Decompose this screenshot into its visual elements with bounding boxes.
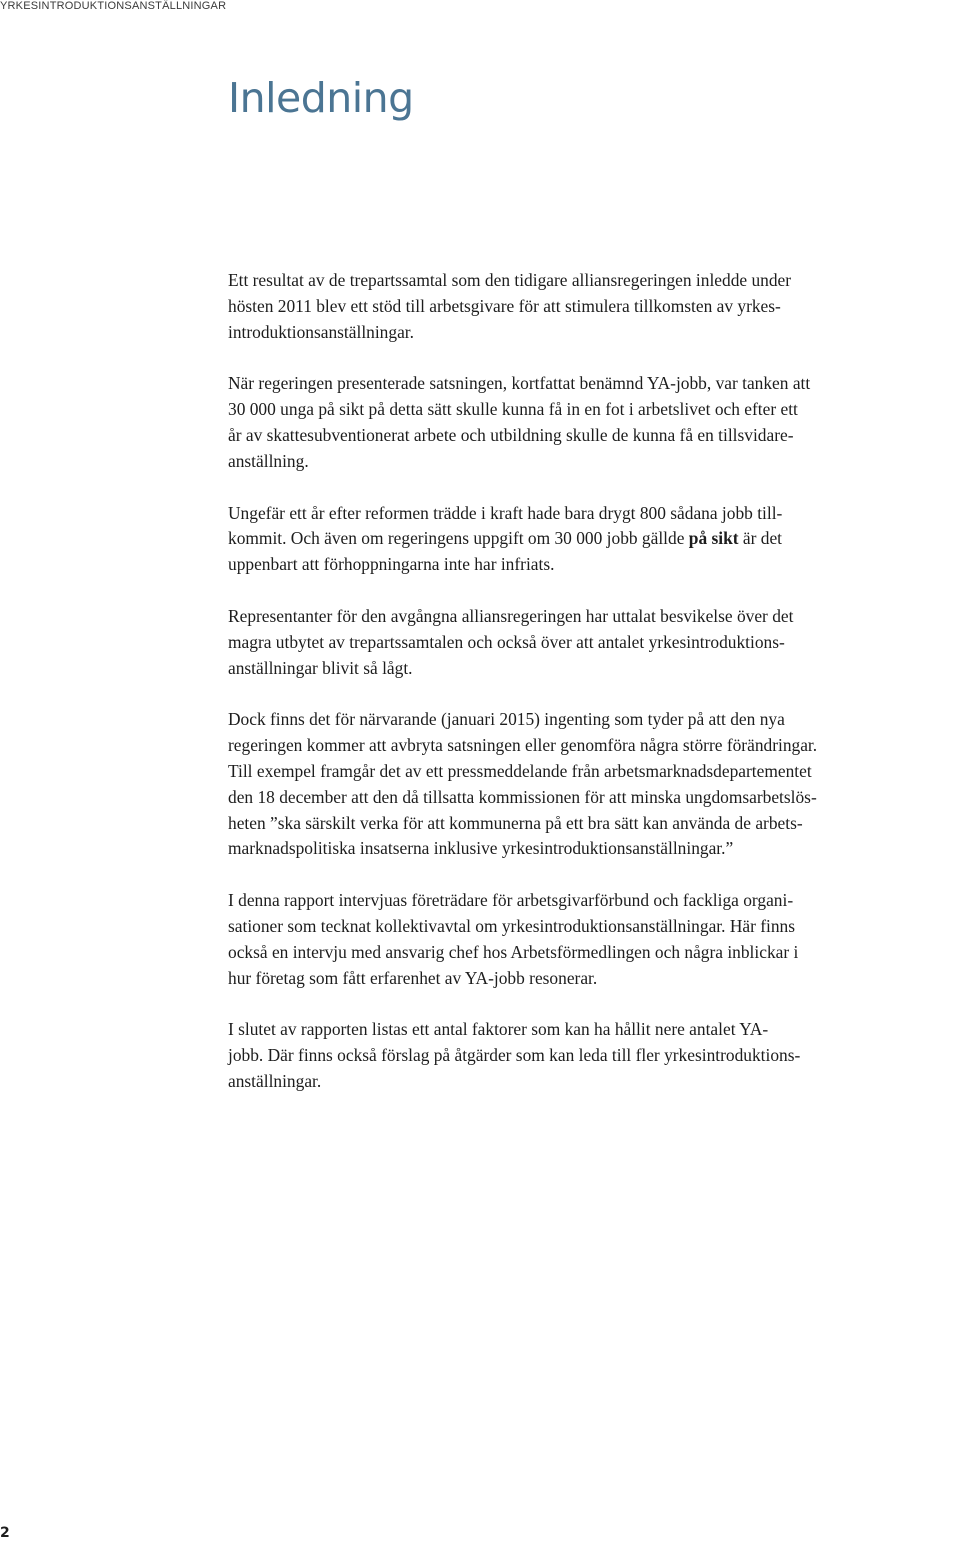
text-line: Dock finns det för närvarande (januari 2015) ingenting som tyder på att den nya bbox=[228, 709, 785, 730]
text-line: marknadspolitiska insatserna inklusive yrkesintroduktionsanställningar.” bbox=[228, 838, 734, 859]
paragraph-3 bbox=[228, 501, 942, 578]
text-line: också en intervju med ansvarig chef hos Arbetsförmedlingen och några inblickar i bbox=[228, 941, 799, 962]
text-line: år av skattesubventionerat arbete och utbildning skulle de kunna få en tillsvidare- bbox=[228, 424, 794, 445]
text-line: 30 000 unga på sikt på detta sätt skulle kunna få in en fot i arbetslivet och efter ett bbox=[228, 399, 798, 420]
text-line: anställningar blivit så lågt. bbox=[228, 657, 413, 678]
text-line: Till exempel framgår det av ett pressmeddelande från arbetsmarknadsdepartementet bbox=[228, 760, 812, 781]
text-line: Representanter för den avgångna alliansregeringen har uttalat besvikelse över det bbox=[228, 605, 794, 626]
text-line: I denna rapport intervjuas företrädare för arbetsgivarförbund och fackliga organi- bbox=[228, 890, 794, 911]
emphasis-text: på sikt bbox=[688, 528, 739, 549]
text-line: hur företag som fått erfarenhet av YA-jobb resonerar. bbox=[228, 967, 598, 988]
running-header: YRKESINTRODUKTIONSANSTÄLLNINGAR bbox=[0, 0, 227, 12]
text-line: hösten 2011 blev ett stöd till arbetsgivare för att stimulera tillkomsten av yrkes- bbox=[228, 295, 781, 316]
text-line: uppenbart att förhoppningarna inte har infriats. bbox=[228, 554, 555, 575]
text-segment: är det bbox=[738, 528, 783, 549]
text-line: introduktionsanställningar. bbox=[228, 321, 414, 342]
text-line bbox=[228, 526, 942, 552]
text-line: sationer som tecknat kollektivavtal om yrkesintroduktionsanställningar. Här finns bbox=[228, 915, 796, 936]
text-line: anställningar. bbox=[228, 1070, 322, 1091]
paragraph-5 bbox=[228, 707, 942, 862]
text-line: anställning. bbox=[228, 450, 309, 471]
text-line: Ett resultat av de trepartssamtal som den tidigare alliansregeringen inledde under bbox=[228, 270, 792, 290]
text-line: magra utbytet av trepartssamtalen och också över att antalet yrkesintroduktions- bbox=[228, 631, 785, 652]
text-line: regeringen kommer att avbryta satsningen eller genomföra några större förändringar. bbox=[228, 735, 818, 756]
text-segment: kommit. Och även om regeringens uppgift om 30 000 jobb gällde bbox=[228, 528, 689, 549]
page-number: 2 bbox=[0, 1525, 10, 1541]
text-line: heten ”ska särskilt verka för att kommunerna på ett bra sätt kan använda de arbets- bbox=[228, 812, 803, 833]
text-line: När regeringen presenterade satsningen, kortfattat benämnd YA-jobb, var tanken att bbox=[228, 373, 811, 394]
page-title: Inledning bbox=[228, 74, 414, 122]
body-text bbox=[228, 268, 942, 1121]
text-line: jobb. Där finns också förslag på åtgärder som kan leda till fler yrkesintroduktions- bbox=[228, 1045, 801, 1066]
paragraph-4 bbox=[228, 604, 942, 681]
text-line: I slutet av rapporten listas ett antal faktorer som kan ha hållit nere antalet YA- bbox=[228, 1019, 769, 1040]
text-line: Ungefär ett år efter reformen trädde i kraft hade bara drygt 800 sådana jobb till- bbox=[228, 502, 783, 523]
paragraph-7 bbox=[228, 1017, 942, 1094]
paragraph-6 bbox=[228, 888, 942, 991]
text-line: den 18 december att den då tillsatta kommissionen för att minska ungdomsarbetslös- bbox=[228, 786, 817, 807]
paragraph-1 bbox=[228, 268, 942, 345]
paragraph-2 bbox=[228, 371, 942, 474]
